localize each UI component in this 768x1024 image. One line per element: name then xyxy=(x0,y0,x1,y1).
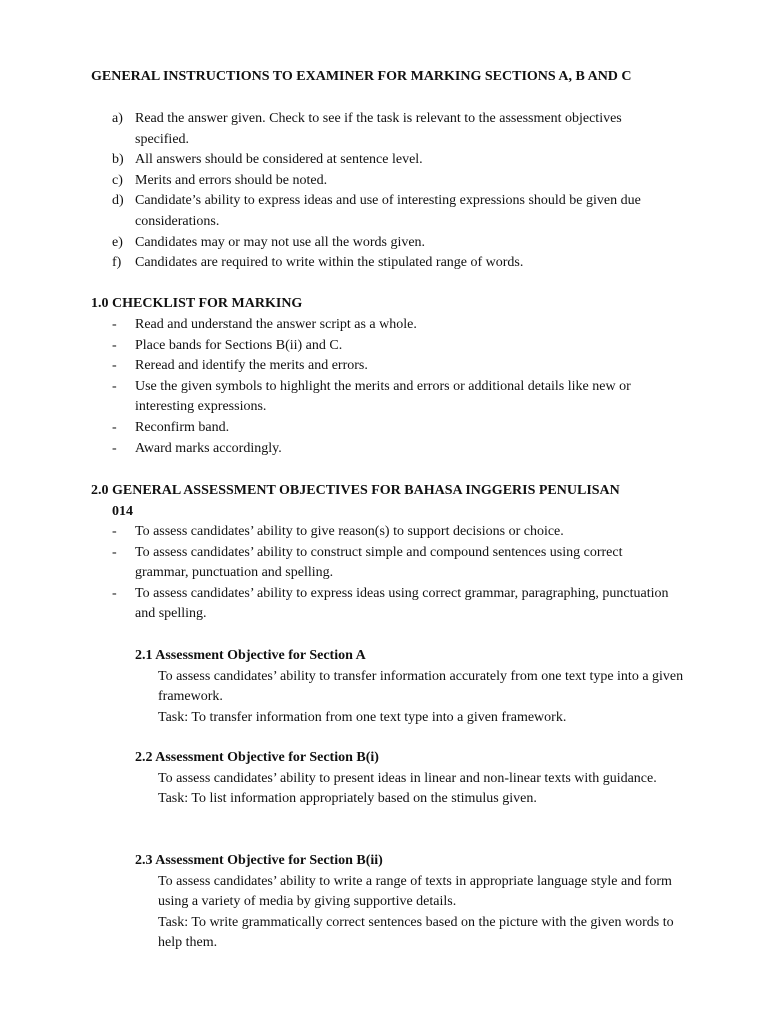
section-task-text: Task: To transfer information from one text type into a given framework. xyxy=(158,709,567,725)
list-item xyxy=(112,109,672,150)
list-item xyxy=(112,191,672,232)
section-objective-text: To assess candidates’ ability to present ideas in linear and non-linear texts with guidance. xyxy=(158,770,657,786)
list-item-text: Candidate’s ability to express ideas and use of interesting expressions should be given due considerations. xyxy=(135,193,641,229)
list-item-text: Merits and errors should be noted. xyxy=(135,172,328,188)
checklist-heading: 1.0 CHECKLIST FOR MARKING xyxy=(91,296,303,311)
list-item xyxy=(112,336,672,357)
objectives-list xyxy=(112,522,672,625)
list-item xyxy=(112,418,672,439)
dash-marker: - xyxy=(112,524,117,539)
list-item-text: To assess candidates’ ability to express ideas using correct grammar, paragraphing, punctuation and spelling. xyxy=(135,585,669,622)
section-a-objective xyxy=(135,646,695,728)
list-item xyxy=(112,584,672,625)
list-item-text: Candidates may or may not use all the words given. xyxy=(135,234,426,250)
list-item-text: Reread and identify the merits and errors. xyxy=(135,358,368,374)
dash-marker: - xyxy=(112,419,117,435)
section-b-ii-objective xyxy=(135,851,695,954)
list-marker: d) xyxy=(112,193,124,209)
list-marker: b) xyxy=(112,152,124,168)
list-item-text: Use the given symbols to highlight the merits and errors or additional details like new or interesting expressions. xyxy=(135,378,631,415)
list-marker: f) xyxy=(112,255,122,271)
list-item xyxy=(112,522,672,543)
list-item-text: To assess candidates’ ability to give reason(s) to support decisions or choice. xyxy=(135,524,564,539)
section-b-i-objective xyxy=(135,748,695,810)
section-title: 2.1 Assessment Objective for Section A xyxy=(135,648,366,663)
list-item xyxy=(112,315,672,336)
dash-marker: - xyxy=(112,544,117,560)
list-item-text: Reconfirm band. xyxy=(135,419,230,435)
document-title: GENERAL INSTRUCTIONS TO EXAMINER FOR MARKING SECTIONS A, B AND C xyxy=(91,69,632,84)
list-item xyxy=(112,377,672,418)
dash-marker: - xyxy=(112,317,117,332)
section-task-text: Task: To write grammatically correct sentences based on the picture with the given words to help them. xyxy=(158,914,674,951)
objectives-heading-line: 2.0 GENERAL ASSESSMENT OBJECTIVES FOR BAHASA INGGERIS PENULISAN xyxy=(91,483,620,498)
list-item xyxy=(112,543,672,584)
section-title: 2.2 Assessment Objective for Section B(i) xyxy=(135,750,379,765)
list-item xyxy=(112,150,672,171)
dash-marker: - xyxy=(112,337,117,353)
list-item xyxy=(112,253,672,274)
dash-marker: - xyxy=(112,378,117,394)
list-item-text: Read and understand the answer script as a whole. xyxy=(135,317,417,332)
dash-marker: - xyxy=(112,585,117,601)
section-title: 2.3 Assessment Objective for Section B(ii) xyxy=(135,853,383,868)
section-task-text: Task: To list information appropriately based on the stimulus given. xyxy=(158,791,537,807)
section-objective-text: To assess candidates’ ability to write a range of texts in appropriate language style and form using a variety of media by giving supportive details. xyxy=(158,873,672,910)
list-item xyxy=(112,233,672,254)
list-item-text: Place bands for Sections B(ii) and C. xyxy=(135,337,343,353)
section-objective-text: To assess candidates’ ability to transfer information accurately from one text type into a given framework. xyxy=(158,668,684,705)
list-item xyxy=(112,439,672,460)
objectives-heading xyxy=(91,481,711,522)
dash-marker: - xyxy=(112,358,117,374)
list-item-text: Award marks accordingly. xyxy=(135,440,282,456)
list-item xyxy=(112,356,672,377)
list-marker: c) xyxy=(112,172,123,188)
objectives-heading-code: 014 xyxy=(112,503,133,519)
list-item-text: All answers should be considered at sentence level. xyxy=(135,152,423,168)
list-item-text: Read the answer given. Check to see if the task is relevant to the assessment objectives specified. xyxy=(135,111,622,147)
dash-marker: - xyxy=(112,440,117,456)
general-instructions-list xyxy=(112,109,672,274)
list-item-text: To assess candidates’ ability to construct simple and compound sentences using correct grammar, punctuation and spelling. xyxy=(135,544,623,581)
checklist-list xyxy=(112,315,672,459)
list-marker: e) xyxy=(112,234,123,250)
list-marker: a) xyxy=(112,111,123,126)
list-item-text: Candidates are required to write within the stipulated range of words. xyxy=(135,255,524,271)
list-item xyxy=(112,171,672,192)
